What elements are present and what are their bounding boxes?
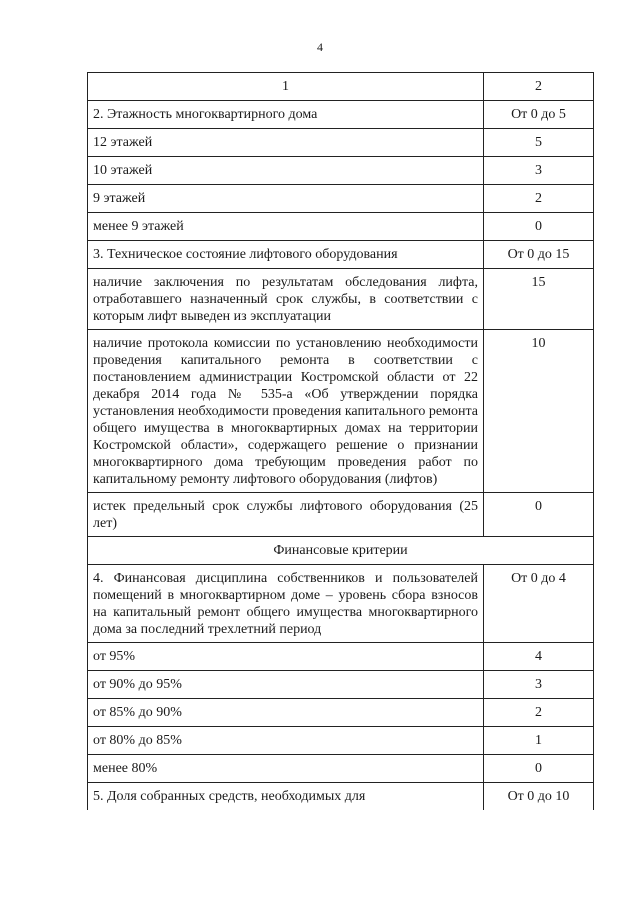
- criterion-score: 0: [484, 493, 594, 537]
- column-header-1: 1: [88, 73, 484, 101]
- criterion-label: 5. Доля собранных средств, необходимых для: [88, 783, 484, 811]
- table-row: [88, 101, 594, 129]
- section-title: Финансовые критерии: [88, 537, 594, 565]
- table-row: [88, 755, 594, 783]
- criterion-score: 5: [484, 129, 594, 157]
- criterion-label: от 90% до 95%: [88, 671, 484, 699]
- criterion-score: 15: [484, 269, 594, 330]
- criterion-label: 10 этажей: [88, 157, 484, 185]
- table-row: [88, 157, 594, 185]
- criteria-table: [87, 72, 594, 810]
- table-row: [88, 269, 594, 330]
- criterion-score: От 0 до 5: [484, 101, 594, 129]
- table-row: [88, 330, 594, 493]
- criterion-label: 4. Финансовая дисциплина собственников и пользователей помещений в многоквартирном доме – уровень сбора взносов на капитальный ремонт общего имущества многоквартирного дома за последний трехлетний период: [88, 565, 484, 643]
- table-row: [88, 493, 594, 537]
- table-row: [88, 565, 594, 643]
- criterion-label: наличие протокола комиссии по установлению необходимости проведения капитального ремонта в соответствии с постановлением администрации Костромской области от 22 декабря 2014 года № 535-а «Об утверждении порядка установления необходимости проведения капитального ремонта общего имущества в многоквартирных домах на территории Костромской области», содержащего решение о признании многоквартирного дома требующим проведения работ по капитальному ремонту лифтового оборудования (лифтов): [88, 330, 484, 493]
- criterion-score: 1: [484, 727, 594, 755]
- criterion-label: менее 9 этажей: [88, 213, 484, 241]
- criterion-label: наличие заключения по результатам обследования лифта, отработавшего назначенный срок службы, в соответствии с которым лифт выведен из эксплуатации: [88, 269, 484, 330]
- criterion-score: 0: [484, 213, 594, 241]
- criterion-label: менее 80%: [88, 755, 484, 783]
- table-header-row: [88, 73, 594, 101]
- table-row: [88, 671, 594, 699]
- criterion-label: истек предельный срок службы лифтового оборудования (25 лет): [88, 493, 484, 537]
- criterion-score: От 0 до 4: [484, 565, 594, 643]
- criterion-score: От 0 до 10: [484, 783, 594, 811]
- criterion-label: 2. Этажность многоквартирного дома: [88, 101, 484, 129]
- table-row: [88, 241, 594, 269]
- column-header-2: 2: [484, 73, 594, 101]
- criterion-label: 3. Техническое состояние лифтового оборудования: [88, 241, 484, 269]
- table-row: [88, 783, 594, 811]
- table-row: [88, 129, 594, 157]
- criterion-score: От 0 до 15: [484, 241, 594, 269]
- criterion-score: 3: [484, 157, 594, 185]
- criterion-score: 4: [484, 643, 594, 671]
- table-row: [88, 643, 594, 671]
- criterion-score: 0: [484, 755, 594, 783]
- criterion-label: 12 этажей: [88, 129, 484, 157]
- table-row: [88, 727, 594, 755]
- criterion-label: от 85% до 90%: [88, 699, 484, 727]
- table-row: [88, 185, 594, 213]
- table-row: [88, 699, 594, 727]
- criterion-score: 3: [484, 671, 594, 699]
- criterion-label: от 80% до 85%: [88, 727, 484, 755]
- criterion-label: от 95%: [88, 643, 484, 671]
- criterion-label: 9 этажей: [88, 185, 484, 213]
- criterion-score: 2: [484, 699, 594, 727]
- criterion-score: 10: [484, 330, 594, 493]
- section-header-row: [88, 537, 594, 565]
- criterion-score: 2: [484, 185, 594, 213]
- page-number: 4: [317, 40, 323, 54]
- table-row: [88, 213, 594, 241]
